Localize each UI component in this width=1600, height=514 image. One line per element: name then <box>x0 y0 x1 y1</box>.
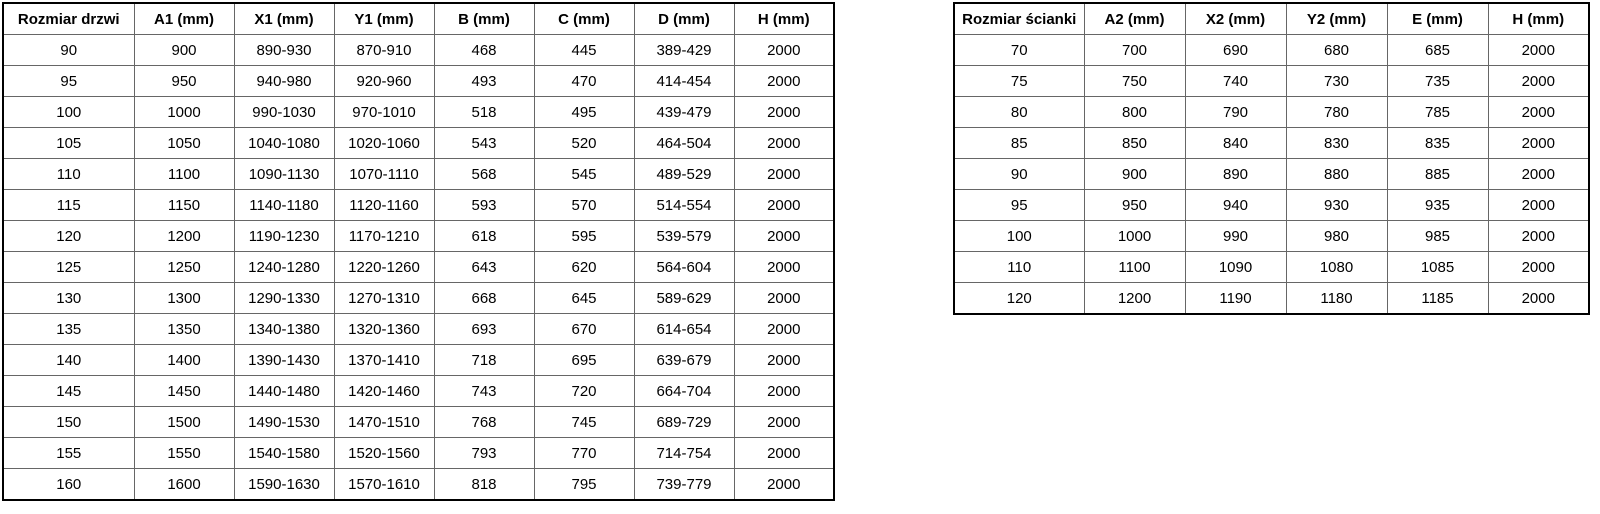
column-header: A1 (mm) <box>134 3 234 35</box>
table-cell: 518 <box>434 97 534 128</box>
table-cell: 1300 <box>134 283 234 314</box>
table-cell: 718 <box>434 345 534 376</box>
table-cell: 520 <box>534 128 634 159</box>
door-size-table <box>2 2 835 501</box>
table-cell: 2000 <box>1488 190 1589 221</box>
table-row <box>954 159 1589 190</box>
table-cell: 2000 <box>734 283 834 314</box>
table-cell: 940-980 <box>234 66 334 97</box>
table-row <box>3 97 834 128</box>
column-header: E (mm) <box>1387 3 1488 35</box>
table-cell: 414-454 <box>634 66 734 97</box>
table-cell: 735 <box>1387 66 1488 97</box>
table-cell: 900 <box>1084 159 1185 190</box>
table-cell: 2000 <box>734 159 834 190</box>
table-cell: 1070-1110 <box>334 159 434 190</box>
table-cell: 95 <box>3 66 134 97</box>
table-row <box>954 97 1589 128</box>
table-cell: 155 <box>3 438 134 469</box>
table-cell: 135 <box>3 314 134 345</box>
table-cell: 670 <box>534 314 634 345</box>
table-cell: 105 <box>3 128 134 159</box>
table-cell: 1400 <box>134 345 234 376</box>
table-cell: 1290-1330 <box>234 283 334 314</box>
table-cell: 1000 <box>1084 221 1185 252</box>
table-cell: 1550 <box>134 438 234 469</box>
table-cell: 1090-1130 <box>234 159 334 190</box>
column-header: C (mm) <box>534 3 634 35</box>
table-cell: 514-554 <box>634 190 734 221</box>
table-row <box>3 345 834 376</box>
table-cell: 140 <box>3 345 134 376</box>
table-cell: 768 <box>434 407 534 438</box>
table-cell: 95 <box>954 190 1084 221</box>
column-header: H (mm) <box>734 3 834 35</box>
table-cell: 840 <box>1185 128 1286 159</box>
table-cell: 90 <box>3 35 134 66</box>
table-row <box>954 252 1589 283</box>
table-cell: 2000 <box>734 66 834 97</box>
table-cell: 110 <box>954 252 1084 283</box>
table-cell: 464-504 <box>634 128 734 159</box>
table-cell: 145 <box>3 376 134 407</box>
table-row <box>954 66 1589 97</box>
table-cell: 2000 <box>734 469 834 501</box>
table-cell: 618 <box>434 221 534 252</box>
table-cell: 589-629 <box>634 283 734 314</box>
table-cell: 2000 <box>1488 35 1589 66</box>
table-cell: 2000 <box>1488 283 1589 315</box>
table-cell: 1000 <box>134 97 234 128</box>
table-cell: 785 <box>1387 97 1488 128</box>
table-cell: 70 <box>954 35 1084 66</box>
table-cell: 645 <box>534 283 634 314</box>
table-cell: 700 <box>1084 35 1185 66</box>
table-cell: 818 <box>434 469 534 501</box>
table-cell: 1050 <box>134 128 234 159</box>
table-cell: 890-930 <box>234 35 334 66</box>
table-cell: 720 <box>534 376 634 407</box>
table-cell: 1240-1280 <box>234 252 334 283</box>
table-cell: 950 <box>1084 190 1185 221</box>
table-cell: 643 <box>434 252 534 283</box>
table-cell: 2000 <box>734 407 834 438</box>
table-row <box>954 35 1589 66</box>
table-cell: 489-529 <box>634 159 734 190</box>
table-cell: 680 <box>1286 35 1387 66</box>
table-cell: 1590-1630 <box>234 469 334 501</box>
table-cell: 539-579 <box>634 221 734 252</box>
column-header: X1 (mm) <box>234 3 334 35</box>
table-row <box>954 190 1589 221</box>
table-cell: 160 <box>3 469 134 501</box>
table-cell: 745 <box>534 407 634 438</box>
table-cell: 90 <box>954 159 1084 190</box>
table-cell: 1090 <box>1185 252 1286 283</box>
column-header: Rozmiar ścianki <box>954 3 1084 35</box>
table-cell: 1440-1480 <box>234 376 334 407</box>
table-row <box>954 221 1589 252</box>
table-cell: 1570-1610 <box>334 469 434 501</box>
table-cell: 639-679 <box>634 345 734 376</box>
table-cell: 2000 <box>734 376 834 407</box>
table-cell: 2000 <box>734 128 834 159</box>
table-row <box>3 314 834 345</box>
table-cell: 1100 <box>1084 252 1185 283</box>
table-cell: 468 <box>434 35 534 66</box>
table-cell: 930 <box>1286 190 1387 221</box>
table-cell: 593 <box>434 190 534 221</box>
table-cell: 1450 <box>134 376 234 407</box>
table-cell: 2000 <box>734 438 834 469</box>
table-cell: 1040-1080 <box>234 128 334 159</box>
table-cell: 850 <box>1084 128 1185 159</box>
table-cell: 1220-1260 <box>334 252 434 283</box>
table-cell: 990-1030 <box>234 97 334 128</box>
table-cell: 668 <box>434 283 534 314</box>
table-cell: 1100 <box>134 159 234 190</box>
table-cell: 1170-1210 <box>334 221 434 252</box>
table-row <box>3 128 834 159</box>
table-cell: 120 <box>954 283 1084 315</box>
table-cell: 150 <box>3 407 134 438</box>
table-cell: 1120-1160 <box>334 190 434 221</box>
table-cell: 614-654 <box>634 314 734 345</box>
table-cell: 935 <box>1387 190 1488 221</box>
table-cell: 1470-1510 <box>334 407 434 438</box>
table-cell: 2000 <box>1488 97 1589 128</box>
table-cell: 1200 <box>134 221 234 252</box>
table-cell: 695 <box>534 345 634 376</box>
table-row <box>3 469 834 501</box>
table-cell: 685 <box>1387 35 1488 66</box>
table-cell: 493 <box>434 66 534 97</box>
table-cell: 470 <box>534 66 634 97</box>
table-cell: 900 <box>134 35 234 66</box>
table-cell: 2000 <box>734 221 834 252</box>
table-cell: 664-704 <box>634 376 734 407</box>
table-cell: 693 <box>434 314 534 345</box>
table-cell: 1185 <box>1387 283 1488 315</box>
column-header: H (mm) <box>1488 3 1589 35</box>
table-cell: 1190 <box>1185 283 1286 315</box>
table-cell: 2000 <box>734 252 834 283</box>
table-cell: 1370-1410 <box>334 345 434 376</box>
table-cell: 568 <box>434 159 534 190</box>
table-cell: 439-479 <box>634 97 734 128</box>
table-cell: 2000 <box>734 97 834 128</box>
table-cell: 1600 <box>134 469 234 501</box>
column-header: B (mm) <box>434 3 534 35</box>
table-cell: 1180 <box>1286 283 1387 315</box>
table-cell: 2000 <box>734 314 834 345</box>
table-cell: 885 <box>1387 159 1488 190</box>
table-cell: 85 <box>954 128 1084 159</box>
table-cell: 2000 <box>1488 221 1589 252</box>
column-header: Y2 (mm) <box>1286 3 1387 35</box>
column-header: X2 (mm) <box>1185 3 1286 35</box>
column-header: A2 (mm) <box>1084 3 1185 35</box>
table-cell: 890 <box>1185 159 1286 190</box>
table-cell: 1420-1460 <box>334 376 434 407</box>
table-cell: 800 <box>1084 97 1185 128</box>
table-row <box>3 376 834 407</box>
table-cell: 790 <box>1185 97 1286 128</box>
table-cell: 80 <box>954 97 1084 128</box>
table-cell: 1540-1580 <box>234 438 334 469</box>
table-cell: 2000 <box>734 190 834 221</box>
table-row <box>3 190 834 221</box>
table-row <box>3 66 834 97</box>
table-cell: 990 <box>1185 221 1286 252</box>
table-cell: 835 <box>1387 128 1488 159</box>
table-row <box>3 159 834 190</box>
table-cell: 780 <box>1286 97 1387 128</box>
table-cell: 1080 <box>1286 252 1387 283</box>
table-cell: 595 <box>534 221 634 252</box>
table-cell: 1020-1060 <box>334 128 434 159</box>
table-cell: 770 <box>534 438 634 469</box>
table-cell: 870-910 <box>334 35 434 66</box>
table-cell: 2000 <box>734 35 834 66</box>
table-cell: 2000 <box>1488 252 1589 283</box>
table-cell: 950 <box>134 66 234 97</box>
table-cell: 689-729 <box>634 407 734 438</box>
table-row <box>3 35 834 66</box>
table-cell: 545 <box>534 159 634 190</box>
table-cell: 793 <box>434 438 534 469</box>
table-cell: 1340-1380 <box>234 314 334 345</box>
table-cell: 110 <box>3 159 134 190</box>
table-cell: 750 <box>1084 66 1185 97</box>
table-cell: 1390-1430 <box>234 345 334 376</box>
table-cell: 1140-1180 <box>234 190 334 221</box>
table-cell: 1190-1230 <box>234 221 334 252</box>
table-row <box>3 252 834 283</box>
table-cell: 1200 <box>1084 283 1185 315</box>
table-cell: 1150 <box>134 190 234 221</box>
table-cell: 120 <box>3 221 134 252</box>
table-cell: 1350 <box>134 314 234 345</box>
table-row <box>954 128 1589 159</box>
column-header: D (mm) <box>634 3 734 35</box>
table-cell: 739-779 <box>634 469 734 501</box>
table-cell: 1250 <box>134 252 234 283</box>
table-cell: 1320-1360 <box>334 314 434 345</box>
table-cell: 2000 <box>1488 159 1589 190</box>
wall-size-table <box>953 2 1590 315</box>
table-cell: 2000 <box>734 345 834 376</box>
table-row <box>3 407 834 438</box>
table-cell: 1500 <box>134 407 234 438</box>
table-cell: 564-604 <box>634 252 734 283</box>
column-header: Rozmiar drzwi <box>3 3 134 35</box>
table-cell: 1085 <box>1387 252 1488 283</box>
column-header: Y1 (mm) <box>334 3 434 35</box>
table-cell: 730 <box>1286 66 1387 97</box>
table-cell: 389-429 <box>634 35 734 66</box>
table-cell: 495 <box>534 97 634 128</box>
wall-table-header-row <box>954 3 1589 35</box>
table-cell: 880 <box>1286 159 1387 190</box>
table-cell: 940 <box>1185 190 1286 221</box>
table-row <box>3 283 834 314</box>
table-cell: 1520-1560 <box>334 438 434 469</box>
table-cell: 75 <box>954 66 1084 97</box>
table-cell: 130 <box>3 283 134 314</box>
table-row <box>3 438 834 469</box>
table-cell: 830 <box>1286 128 1387 159</box>
table-cell: 445 <box>534 35 634 66</box>
table-cell: 740 <box>1185 66 1286 97</box>
table-cell: 970-1010 <box>334 97 434 128</box>
table-cell: 714-754 <box>634 438 734 469</box>
table-cell: 795 <box>534 469 634 501</box>
table-row <box>3 221 834 252</box>
table-cell: 980 <box>1286 221 1387 252</box>
door-table-header-row <box>3 3 834 35</box>
table-cell: 125 <box>3 252 134 283</box>
table-cell: 100 <box>954 221 1084 252</box>
table-row <box>954 283 1589 315</box>
table-cell: 620 <box>534 252 634 283</box>
table-cell: 115 <box>3 190 134 221</box>
table-cell: 570 <box>534 190 634 221</box>
table-cell: 1270-1310 <box>334 283 434 314</box>
table-cell: 2000 <box>1488 128 1589 159</box>
table-cell: 100 <box>3 97 134 128</box>
table-cell: 2000 <box>1488 66 1589 97</box>
table-cell: 985 <box>1387 221 1488 252</box>
table-cell: 743 <box>434 376 534 407</box>
table-cell: 920-960 <box>334 66 434 97</box>
table-cell: 1490-1530 <box>234 407 334 438</box>
table-cell: 690 <box>1185 35 1286 66</box>
table-cell: 543 <box>434 128 534 159</box>
